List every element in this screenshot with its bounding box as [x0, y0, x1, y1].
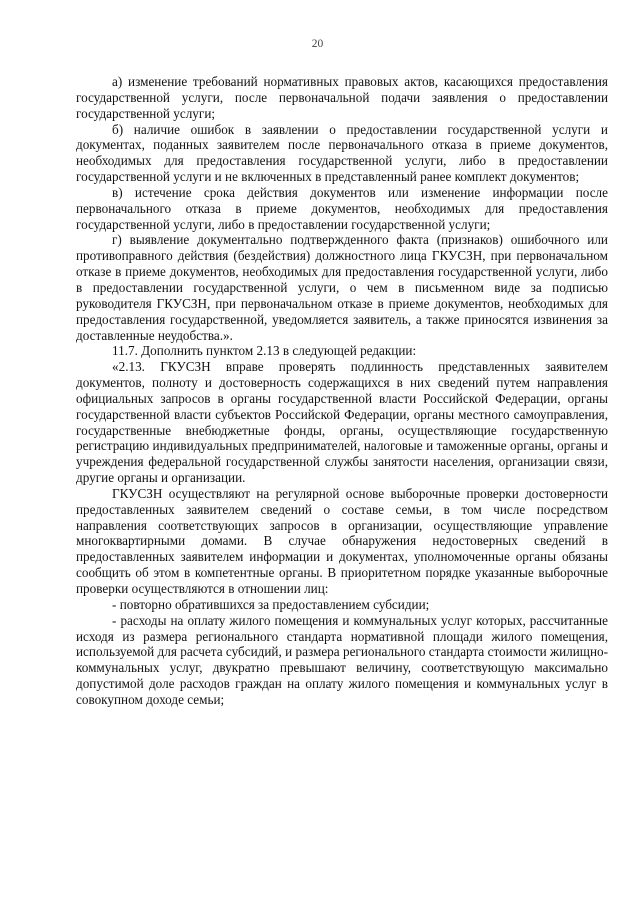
paragraph-item-b: б) наличие ошибок в заявлении о предоставлении государственной услуги и документах, поданных заявителем после первоначального отказа в приеме документов, необходимых для предоставления государственной услуги, либо в предоставлении государственной услуги и не включенных в представленный ранее комплект документов;	[76, 121, 608, 185]
page-number: 20	[311, 38, 324, 50]
paragraph-item-g: г) выявление документально подтвержденного факта (признаков) ошибочного или противоправного действия (бездействия) должностного лица ГКУСЗН, при первоначальном отказе в приеме документов, необходимых для предоставления государственной услуги, либо в предоставлении государственной услуги, о чем в письменном виде за подписью руководителя ГКУСЗН, при первоначальном отказе в приеме документов, необходимых для предоставления государственной, уведомляется заявитель, а также приносятся извинения за доставленные неудобства.».	[76, 232, 608, 343]
paragraph-amendment-11-7: 11.7. Дополнить пунктом 2.13 в следующей редакции:	[112, 343, 417, 359]
paragraph-selective-checks: ГКУСЗН осуществляют на регулярной основе выборочные проверки достоверности предоставленных заявителем сведений о составе семьи, в том числе посредством направления соответствующих запросов в организации, осуществляющие управление многоквартирными домами. В случае обнаружения недостоверных сведений в предоставленных заявителем информации и документах, уполномоченные органы обязаны сообщить об этом в компетентные органы. В приоритетном порядке указанные выборочные проверки осуществляются в отношении лиц:	[76, 485, 608, 596]
document-body	[76, 74, 608, 708]
list-item-repeat-applicants: - повторно обратившихся за предоставлением субсидии;	[112, 596, 430, 612]
paragraph-clause-2-13: «2.13. ГКУСЗН вправе проверять подлинность представленных заявителем документов, полноту и достоверность содержащихся в них сведений путем направления официальных запросов в органы государственной власти Российской Федерации, органы государственной власти субъектов Российской Федерации, органы местного самоуправления, государственные внебюджетные фонды, органы, осуществляющие государственную регистрацию индивидуальных предпринимателей, налоговые и таможенные органы, органы и учреждения федеральной государственной службы занятости населения, организации связи, другие органы и организации.	[76, 359, 608, 486]
paragraph-item-v: в) истечение срока действия документов или изменение информации после первоначального отказа в приеме документов, необходимых для предоставления государственной услуги, либо в предоставлении государственной услуги;	[76, 184, 608, 232]
list-item-housing-expenses: - расходы на оплату жилого помещения и коммунальных услуг которых, рассчитанные исходя из размера регионального стандарта нормативной площади жилого помещения, используемой для расчета субсидий, и размера регионального стандарта стоимости жилищно-коммунальных услуг, двукратно превышают величину, соответствующую максимально допустимой доле расходов граждан на оплату жилого помещения и коммунальных услуг в совокупном доходе семьи;	[76, 612, 608, 707]
paragraph-item-a: а) изменение требований нормативных правовых актов, касающихся предоставления государственной услуги, после первоначальной подачи заявления о предоставлении государственной услуги;	[76, 74, 608, 121]
